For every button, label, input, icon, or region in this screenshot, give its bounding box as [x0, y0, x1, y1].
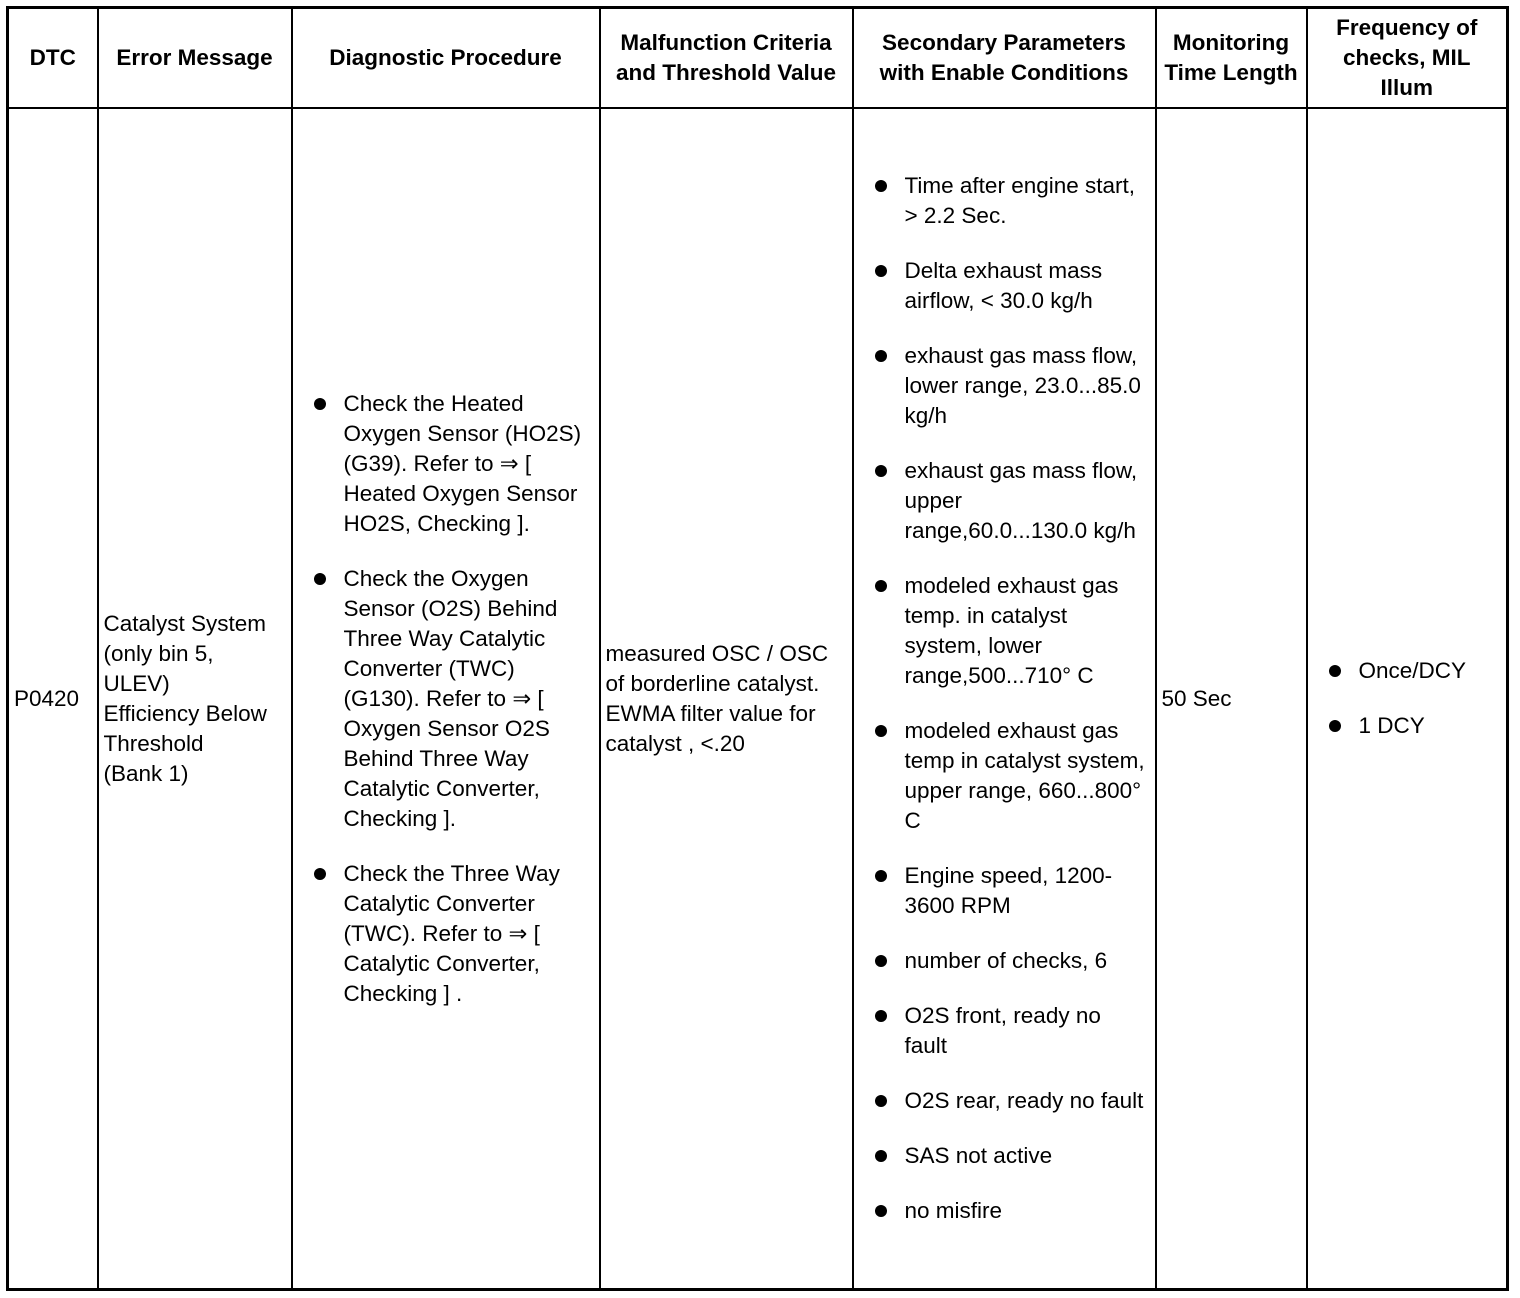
frequency-cell	[1307, 108, 1508, 1290]
list-item	[859, 716, 1150, 836]
parameter-text: Engine speed, 1200-3600 RPM	[904, 863, 1113, 918]
bullet-icon	[875, 265, 887, 277]
list-item	[298, 564, 594, 834]
list-item	[859, 1086, 1150, 1116]
list-item	[859, 571, 1150, 691]
header-malfunction-criteria: Malfunction Criteria and Threshold Value	[600, 8, 853, 109]
list-item	[859, 256, 1150, 316]
bullet-icon	[314, 398, 326, 410]
bullet-icon	[314, 573, 326, 585]
table-row	[8, 108, 1508, 1290]
header-secondary-parameters: Secondary Parameters with Enable Conditions	[853, 8, 1156, 109]
malfunction-criteria-cell: measured OSC / OSC of borderline catalyst. EWMA filter value for catalyst , <.20	[600, 108, 853, 1290]
diagnostic-procedure-cell	[292, 108, 600, 1290]
parameter-text: no misfire	[904, 1198, 1003, 1223]
bullet-icon	[875, 1150, 887, 1162]
frequency-list	[1313, 656, 1502, 741]
secondary-parameters-list	[859, 171, 1150, 1226]
header-dtc: DTC	[8, 8, 98, 109]
diagnostic-table	[6, 6, 1509, 1291]
header-diagnostic-procedure: Diagnostic Procedure	[292, 8, 600, 109]
bullet-icon	[875, 180, 887, 192]
procedure-step-text: Check the Three Way Catalytic Converter (TWC). Refer to ⇒ [ Catalytic Converter, Checking ] .	[343, 860, 560, 1006]
bullet-icon	[875, 1095, 887, 1107]
parameter-text: Delta exhaust mass airflow, < 30.0 kg/h	[904, 258, 1103, 313]
bullet-icon	[875, 465, 887, 477]
list-item	[859, 171, 1150, 231]
parameter-text: modeled exhaust gas temp. in catalyst system, lower range,500...710° C	[904, 573, 1119, 688]
monitoring-time-cell: 50 Sec	[1156, 108, 1307, 1290]
bullet-icon	[875, 350, 887, 362]
bullet-icon	[875, 1205, 887, 1217]
parameter-text: Time after engine start, > 2.2 Sec.	[904, 173, 1136, 228]
list-item	[298, 389, 594, 539]
bullet-icon	[875, 1010, 887, 1022]
list-item	[1313, 656, 1502, 686]
list-item	[859, 1196, 1150, 1226]
list-item	[859, 456, 1150, 546]
list-item	[859, 861, 1150, 921]
dtc-cell: P0420	[8, 108, 98, 1290]
header-monitoring-time: Monitoring Time Length	[1156, 8, 1307, 109]
header-error-message: Error Message	[98, 8, 292, 109]
parameter-text: exhaust gas mass flow, lower range, 23.0...85.0 kg/h	[904, 343, 1141, 428]
bullet-icon	[875, 955, 887, 967]
error-message-text: Catalyst System (only bin 5, ULEV) Efficiency Below Threshold (Bank 1)	[103, 610, 267, 786]
error-message-cell	[98, 108, 292, 1290]
parameter-text: modeled exhaust gas temp in catalyst system, upper range, 660...800° C	[904, 718, 1145, 833]
parameter-text: exhaust gas mass flow, upper range,60.0...130.0 kg/h	[904, 458, 1138, 543]
bullet-icon	[875, 580, 887, 592]
list-item	[859, 341, 1150, 431]
bullet-icon	[1329, 665, 1341, 677]
bullet-icon	[875, 725, 887, 737]
procedure-step-text: Check the Oxygen Sensor (O2S) Behind Three Way Catalytic Converter (TWC) (G130). Refer to ⇒ [ Oxygen Sensor O2S Behind Three Way Catalytic Converter, Checking ].	[343, 565, 558, 831]
list-item	[859, 1141, 1150, 1171]
frequency-text: Once/DCY	[1358, 658, 1467, 683]
header-row	[8, 8, 1508, 109]
procedure-list	[298, 389, 594, 1009]
list-item	[859, 946, 1150, 976]
frequency-text: 1 DCY	[1358, 713, 1425, 738]
parameter-text: number of checks, 6	[904, 948, 1108, 973]
list-item	[1313, 711, 1502, 741]
procedure-step-text: Check the Heated Oxygen Sensor (HO2S) (G39). Refer to ⇒ [ Heated Oxygen Sensor HO2S, Checking ].	[343, 390, 582, 536]
secondary-parameters-cell	[853, 108, 1156, 1290]
list-item	[859, 1001, 1150, 1061]
header-frequency: Frequency of checks, MIL Illum	[1307, 8, 1508, 109]
bullet-icon	[875, 870, 887, 882]
bullet-icon	[1329, 720, 1341, 732]
parameter-text: O2S front, ready no fault	[904, 1003, 1101, 1058]
bullet-icon	[314, 868, 326, 880]
parameter-text: SAS not active	[904, 1143, 1053, 1168]
list-item	[298, 859, 594, 1009]
parameter-text: O2S rear, ready no fault	[904, 1088, 1144, 1113]
